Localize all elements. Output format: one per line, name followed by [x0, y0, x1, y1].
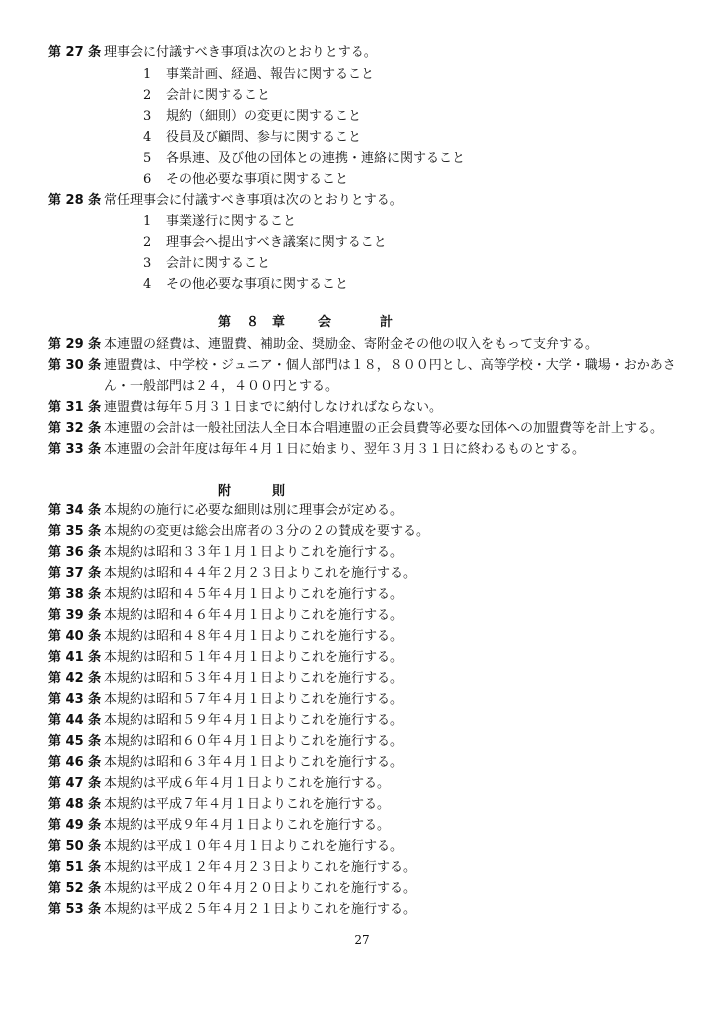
article-52-text: 本規約は平成２０年４月２０日よりこれを施行する。 — [104, 881, 417, 896]
list-item-number: 3 — [143, 109, 152, 124]
page-number: 27 — [354, 933, 370, 947]
article-48-text: 本規約は平成７年４月１日よりこれを施行する。 — [104, 797, 391, 812]
article-28-label: 第 28 条 — [48, 193, 102, 208]
list-item-number: 2 — [143, 235, 152, 250]
list-item-text: 事業遂行に関すること — [166, 214, 297, 229]
chapter-heading-kei: 計 — [380, 315, 394, 330]
article-27-label: 第 27 条 — [48, 45, 102, 60]
article-31-label: 第 31 条 — [48, 400, 102, 415]
article-47-label: 第 47 条 — [48, 776, 102, 791]
article-39-text: 本規約は昭和４６年４月１日よりこれを施行する。 — [104, 608, 404, 623]
article-35-text: 本規約の変更は総会出席者の３分の２の賛成を要する。 — [104, 524, 430, 539]
article-32-label: 第 32 条 — [48, 421, 102, 436]
article-32-text: 本連盟の会計は一般社団法人全日本合唱連盟の正会員費等必要な団体への加盟費等を計上する。 — [104, 421, 664, 436]
article-38-label: 第 38 条 — [48, 587, 102, 602]
list-item-text: その他必要な事項に関すること — [166, 277, 349, 292]
article-46-label: 第 46 条 — [48, 755, 102, 770]
list-item-text: 各県連、及び他の団体との連携・連絡に関すること — [166, 151, 466, 166]
list-item-number: 5 — [143, 151, 152, 166]
article-29-text: 本連盟の経費は、連盟費、補助金、奨励金、寄附金その他の収入をもって支弁する。 — [104, 337, 599, 352]
article-53-label: 第 53 条 — [48, 902, 102, 917]
article-31-text: 連盟費は毎年５月３１日までに納付しなければならない。 — [104, 400, 443, 415]
article-47-text: 本規約は平成６年４月１日よりこれを施行する。 — [104, 776, 391, 791]
article-50-label: 第 50 条 — [48, 839, 102, 854]
article-42-text: 本規約は昭和５３年４月１日よりこれを施行する。 — [104, 671, 404, 686]
list-item-text: 会計に関すること — [166, 88, 271, 103]
article-49-label: 第 49 条 — [48, 818, 102, 833]
article-38-text: 本規約は昭和４５年４月１日よりこれを施行する。 — [104, 587, 404, 602]
article-37-label: 第 37 条 — [48, 566, 102, 581]
supplementary-heading-soku: 則 — [272, 484, 286, 499]
article-30-text-line1: 連盟費は、中学校・ジュニア・個人部門は１８，８００円とし、高等学校・大学・職場・おかあさ — [104, 358, 676, 373]
article-49-text: 本規約は平成９年４月１日よりこれを施行する。 — [104, 818, 391, 833]
article-27-text: 理事会に付議すべき事項は次のとおりとする。 — [104, 45, 377, 60]
list-item-text: その他必要な事項に関すること — [166, 172, 349, 187]
chapter-heading-number: ８ — [246, 315, 260, 330]
article-41-text: 本規約は昭和５１年４月１日よりこれを施行する。 — [104, 650, 404, 665]
article-51-label: 第 51 条 — [48, 860, 102, 875]
article-34-text: 本規約の施行に必要な細則は別に理事会が定める。 — [104, 503, 404, 518]
chapter-heading-kai: 会 — [318, 315, 332, 330]
list-item-number: 4 — [143, 130, 152, 145]
article-53-text: 本規約は平成２５年４月２１日よりこれを施行する。 — [104, 902, 417, 917]
list-item-text: 規約（細則）の変更に関すること — [166, 109, 362, 124]
article-48-label: 第 48 条 — [48, 797, 102, 812]
list-item-text: 理事会へ提出すべき議案に関すること — [166, 235, 387, 250]
chapter-heading-dai: 第 — [218, 315, 232, 330]
article-52-label: 第 52 条 — [48, 881, 102, 896]
list-item-text: 事業計画、経過、報告に関すること — [166, 67, 375, 82]
article-29-label: 第 29 条 — [48, 337, 102, 352]
article-39-label: 第 39 条 — [48, 608, 102, 623]
article-36-text: 本規約は昭和３３年１月１日よりこれを施行する。 — [104, 545, 404, 560]
article-46-text: 本規約は昭和６３年４月１日よりこれを施行する。 — [104, 755, 404, 770]
article-40-label: 第 40 条 — [48, 629, 102, 644]
article-34-label: 第 34 条 — [48, 503, 102, 518]
list-item-text: 会計に関すること — [166, 256, 271, 271]
list-item-number: 6 — [143, 172, 152, 187]
list-item-number: 3 — [143, 256, 152, 271]
chapter-heading-sho: 章 — [272, 315, 286, 330]
list-item-number: 2 — [143, 88, 152, 103]
article-42-label: 第 42 条 — [48, 671, 102, 686]
list-item-text: 役員及び顧問、参与に関すること — [166, 130, 362, 145]
list-item-number: 1 — [143, 214, 152, 229]
article-30-label: 第 30 条 — [48, 358, 102, 373]
article-33-label: 第 33 条 — [48, 442, 102, 457]
article-45-text: 本規約は昭和６０年４月１日よりこれを施行する。 — [104, 734, 404, 749]
article-44-label: 第 44 条 — [48, 713, 102, 728]
article-36-label: 第 36 条 — [48, 545, 102, 560]
article-33-text: 本連盟の会計年度は毎年４月１日に始まり、翌年３月３１日に終わるものとする。 — [104, 442, 586, 457]
article-45-label: 第 45 条 — [48, 734, 102, 749]
list-item-number: 4 — [143, 277, 152, 292]
article-28-text: 常任理事会に付議すべき事項は次のとおりとする。 — [104, 193, 403, 208]
article-50-text: 本規約は平成１０年４月１日よりこれを施行する。 — [104, 839, 404, 854]
supplementary-heading-fu: 附 — [218, 484, 232, 499]
article-30-text-line2: ん・一般部門は２４，４００円とする。 — [104, 379, 339, 394]
article-35-label: 第 35 条 — [48, 524, 102, 539]
article-37-text: 本規約は昭和４４年２月２３日よりこれを施行する。 — [104, 566, 417, 581]
article-40-text: 本規約は昭和４８年４月１日よりこれを施行する。 — [104, 629, 404, 644]
article-43-label: 第 43 条 — [48, 692, 102, 707]
list-item-number: 1 — [143, 67, 152, 82]
article-41-label: 第 41 条 — [48, 650, 102, 665]
article-51-text: 本規約は平成１２年４月２３日よりこれを施行する。 — [104, 860, 417, 875]
article-44-text: 本規約は昭和５９年４月１日よりこれを施行する。 — [104, 713, 404, 728]
article-43-text: 本規約は昭和５７年４月１日よりこれを施行する。 — [104, 692, 404, 707]
